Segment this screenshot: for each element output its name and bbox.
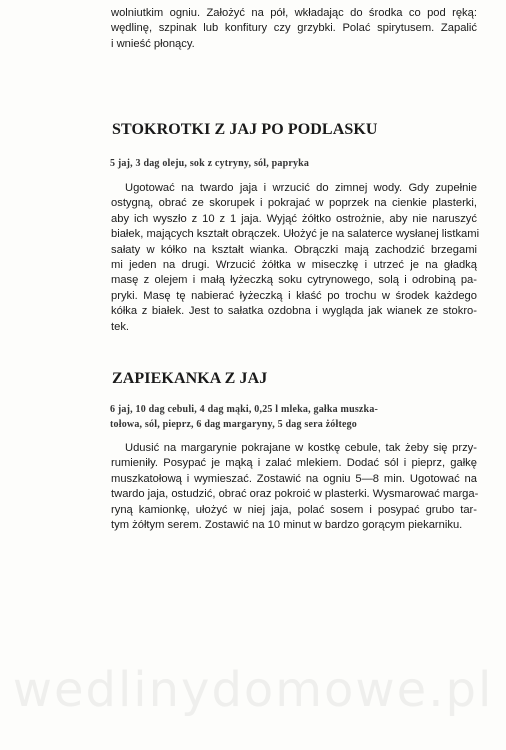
text-line: aby ich wyszło z 10 z 1 jaja. Wyjąć żółtko ostrożnie, aby nie naruszyć [111, 212, 477, 225]
text-line: tek. [111, 320, 130, 333]
text-line: mi jeden na drugi. Wrzucić żółtka w miseczkę i utrzeć je na gładką [111, 259, 477, 272]
text-line: muszkatołową i wymieszać. Zostawić na ogniu 5—8 min. Ugotować na [111, 472, 477, 485]
watermark-text: wedlinydomowe.pl [12, 662, 494, 718]
text-line: masę z olejem i małą łyżeczką soku cytrynowego, solą i odrobiną pa- [111, 274, 477, 287]
text-line: sałaty w kółko na kształt wianka. Obrączki mają zachodzić brzegami [111, 243, 477, 256]
text-line: kółka z białek. Jest to sałatka ozdobna i wygląda jak wianek ze stokro- [111, 305, 477, 318]
text-line: twardo jaja, ostudzić, obrać oraz pokroić w plasterki. Wysmarować marga- [111, 488, 479, 501]
recipe-body-stokrotki [111, 181, 480, 335]
text-line: ryną kamionkę, ułożyć w niej jaja, polać sosem i posypać grubo tar- [111, 503, 477, 516]
text-line: wędlinę, szpinak lub konfitury czy grzybki. Polać spirytusem. Zapalić [111, 22, 477, 35]
text-line: ostygną, obrać ze skorupek i pokrajać w poprzek na cienkie plasterki, [111, 197, 477, 210]
recipe-ingredients-zapiekanka-2: tołowa, sól, pieprz, 6 dag margaryny, 5 dag sera żółtego [110, 419, 358, 430]
text-line: rumieniły. Posypać je mąką i zalać mlekiem. Dodać sól i pieprz, gałkę [111, 457, 477, 470]
intro-paragraph [111, 6, 477, 52]
text-line: białek, mających kształt obrączek. Ułożyć je na salaterce wysłanej listkami [111, 228, 480, 241]
text-line: pryki. Masę tę nabierać łyżeczką i kłaść po trochu w środek każdego [111, 289, 477, 302]
text-line: Udusić na margarynie pokrajane w kostkę cebule, tak żeby się przy- [125, 442, 477, 454]
recipe-title-zapiekanka: ZAPIEKANKA Z JAJ [112, 370, 268, 387]
text-line: tym żółtym serem. Zostawić na 10 minut w bardzo gorącym piekarniku. [111, 519, 463, 532]
recipe-title-stokrotki: STOKROTKI Z JAJ PO PODLASKU [112, 121, 378, 138]
recipe-body-zapiekanka [111, 441, 477, 533]
text-line: wolniutkim ogniu. Założyć na pół, wkładając do środka co pod ręką: [111, 7, 477, 19]
text-line: i wnieść płonący. [111, 37, 195, 50]
recipe-ingredients-zapiekanka-1: 6 jaj, 10 dag cebuli, 4 dag mąki, 0,25 l mleka, gałka muszka- [110, 404, 379, 415]
text-line: Ugotować na twardo jaja i wrzucić do zimnej wody. Gdy zupełnie [125, 182, 477, 194]
recipe-ingredients-stokrotki: 5 jaj, 3 dag oleju, sok z cytryny, sól, papryka [110, 158, 310, 169]
